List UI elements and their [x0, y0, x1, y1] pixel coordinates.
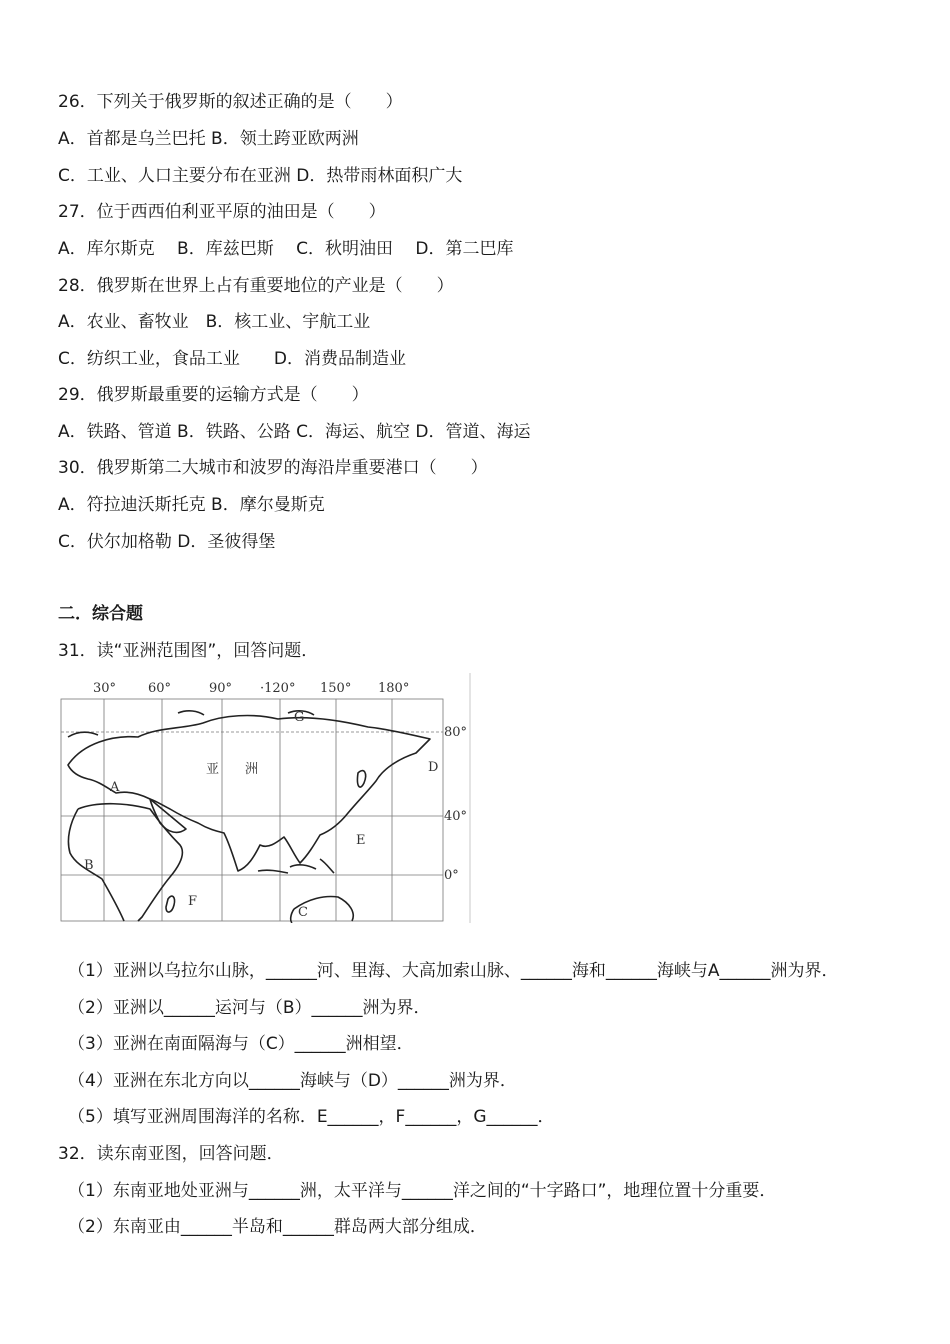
- question-31-part: （2）亚洲以______运河与（B）______洲为界．: [68, 998, 431, 1018]
- map-longitude-label: 180°: [378, 681, 410, 696]
- question-26-option: A．首都是乌兰巴托 B．领土跨亚欧两洲: [58, 129, 359, 149]
- question-26-option: C．工业、人口主要分布在亚洲 D．热带雨林面积广大: [58, 166, 463, 186]
- section-title: 二．综合题: [58, 604, 143, 624]
- question-31-part: （5）填写亚洲周围海洋的名称．E______，F______，G______．: [68, 1107, 555, 1127]
- question-32-part: （1）东南亚地处亚洲与______洲，太平洋与______洋之间的“十字路口”，地理位置十分重要．: [68, 1181, 777, 1201]
- map-letter-e: E: [356, 833, 366, 848]
- map-letter-a: A: [110, 780, 120, 795]
- map-letter-b: B: [84, 858, 94, 873]
- map-region-label: 亚 洲: [206, 762, 259, 777]
- question-31-stem: 31．读“亚洲范围图”，回答问题．: [58, 641, 319, 661]
- question-28-option: A．农业、畜牧业 B．核工业、宇航工业: [58, 312, 371, 332]
- question-27-stem: 27．位于西西伯利亚平原的油田是（ ）: [58, 202, 386, 222]
- map-longitude-label: 30°: [93, 681, 117, 696]
- map-latitude-label: 40°: [444, 809, 468, 824]
- question-30-option: C．伏尔加格勒 D．圣彼得堡: [58, 532, 276, 552]
- map-longitude-label: 150°: [320, 681, 352, 696]
- question-29-stem: 29．俄罗斯最重要的运输方式是（ ）: [58, 385, 369, 405]
- map-latitude-label: 0°: [444, 868, 459, 883]
- map-letter-c: C: [298, 905, 308, 920]
- question-31-part: （3）亚洲在南面隔海与（C）______洲相望．: [68, 1034, 414, 1054]
- question-32-stem: 32．读东南亚图，回答问题．: [58, 1144, 284, 1164]
- map-letter-f: F: [188, 894, 198, 909]
- map-longitude-label: ·120°: [260, 681, 296, 696]
- asia-map: [58, 673, 472, 923]
- map-latitude-label: 80°: [444, 725, 468, 740]
- question-30-option: A．符拉迪沃斯托克 B．摩尔曼斯克: [58, 495, 325, 515]
- question-29-option: A．铁路、管道 B．铁路、公路 C．海运、航空 D．管道、海运: [58, 422, 531, 442]
- question-31-part: （4）亚洲在东北方向以______海峡与（D）______洲为界．: [68, 1071, 517, 1091]
- map-letter-g: G: [294, 710, 305, 725]
- question-26-stem: 26．下列关于俄罗斯的叙述正确的是（ ）: [58, 92, 403, 112]
- question-30-stem: 30．俄罗斯第二大城市和波罗的海沿岸重要港口（ ）: [58, 458, 488, 478]
- question-28-stem: 28．俄罗斯在世界上占有重要地位的产业是（ ）: [58, 276, 454, 296]
- question-32-part: （2）东南亚由______半岛和______群岛两大部分组成．: [68, 1217, 487, 1237]
- question-27-option: A．库尔斯克 B．库兹巴斯 C．秋明油田 D．第二巴库: [58, 239, 514, 259]
- question-28-option: C．纺织工业，食品工业 D．消费品制造业: [58, 349, 406, 369]
- question-31-part: （1）亚洲以乌拉尔山脉，______河、里海、大高加索山脉、______海和______海峡与A______洲为界．: [68, 961, 839, 981]
- map-letter-d: D: [428, 760, 439, 775]
- map-longitude-label: 60°: [148, 681, 172, 696]
- map-longitude-label: 90°: [209, 681, 233, 696]
